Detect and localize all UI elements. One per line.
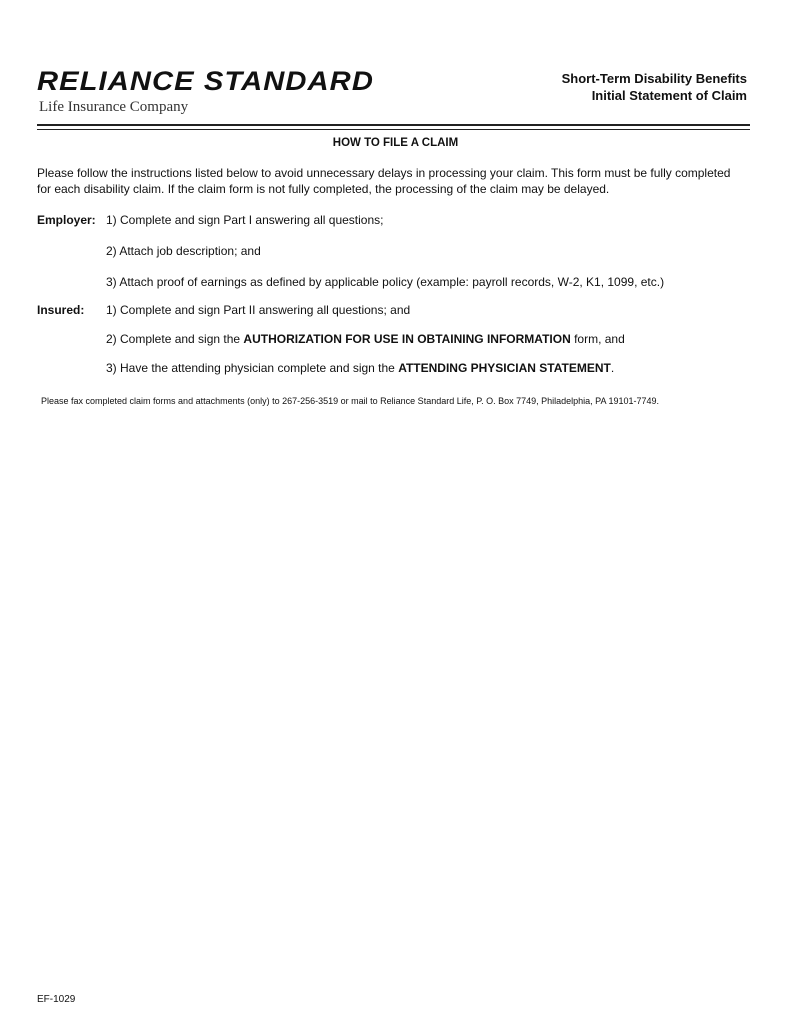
employer-step-3: 3) Attach proof of earnings as defined by applicable policy (example: payroll records, W-2, K1, 1099, etc.) xyxy=(106,275,665,289)
insured-step-3 xyxy=(106,360,614,376)
form-code: EF-1029 xyxy=(37,994,76,1005)
employer-step-2: 2) Attach job description; and xyxy=(106,244,261,258)
form-title-line1: Short-Term Disability Benefits xyxy=(561,71,747,86)
employer-label: Employer: xyxy=(37,213,96,227)
insured-step-2-suffix: form, and xyxy=(570,332,625,346)
logo-wordmark: RELIANCE STANDARD xyxy=(37,66,374,96)
company-logo xyxy=(37,66,374,116)
physician-statement-name: ATTENDING PHYSICIAN STATEMENT xyxy=(398,361,611,375)
form-title-line2: Initial Statement of Claim xyxy=(591,88,747,103)
form-title xyxy=(562,70,747,104)
logo-subtitle: Life Insurance Company xyxy=(39,99,189,115)
employer-step-1: 1) Complete and sign Part I answering all questions; xyxy=(106,213,384,227)
fax-mail-instructions: Please fax completed claim forms and attachments (only) to 267-256-3519 or mail to Reliance Standard Life, P. O. Box 7749, Philadelphia, PA 19101-7749. xyxy=(41,396,660,406)
header-divider-thick xyxy=(37,124,750,126)
insured-label: Insured: xyxy=(37,303,85,317)
insured-step-2 xyxy=(106,331,625,347)
section-heading: HOW TO FILE A CLAIM xyxy=(332,137,459,149)
authorization-form-name: AUTHORIZATION FOR USE IN OBTAINING INFORMATION xyxy=(243,332,571,346)
header-divider-thin xyxy=(37,129,750,130)
insured-step-3-suffix: . xyxy=(610,361,615,375)
insured-step-1: 1) Complete and sign Part II answering all questions; and xyxy=(106,303,411,317)
intro-paragraph: Please follow the instructions listed below to avoid unnecessary delays in processing your claim. This form must be fully completed for each disability claim. If the claim form is not fully completed, the processing of the claim may be delayed. xyxy=(37,166,731,196)
insured-step-2-text: 2) Complete and sign the xyxy=(106,332,244,346)
insured-step-3-text: 3) Have the attending physician complete and sign the xyxy=(106,361,399,375)
